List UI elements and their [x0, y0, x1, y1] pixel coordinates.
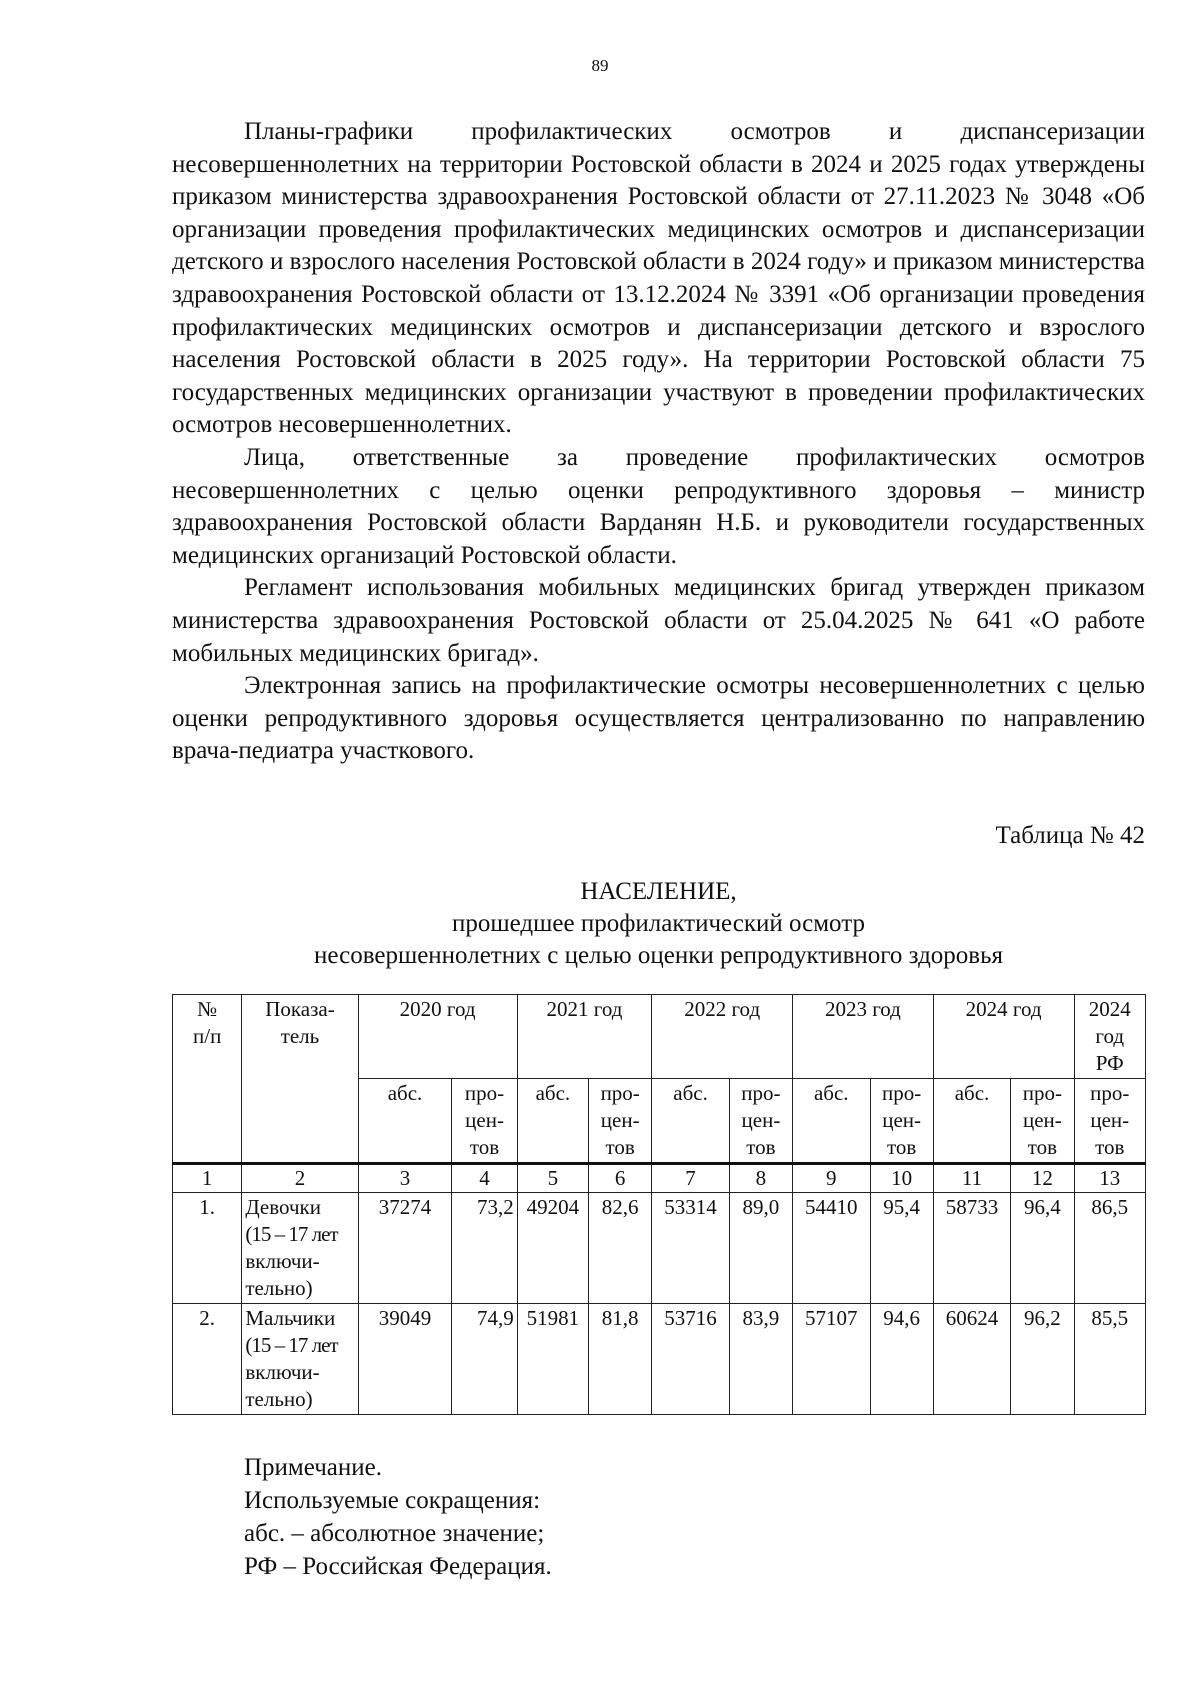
cell-abs-2024: 58733: [933, 1193, 1011, 1304]
header-num-line1: №: [197, 997, 218, 1021]
header-abs: абс.: [517, 1079, 588, 1164]
note-abbr-rf: РФ – Российская Федерация.: [244, 1553, 552, 1580]
paragraph-regulation: Регламент использования мобильных медицинских бригад утвержден приказом министерства здравоохранения Ростовской области от 25.04.2025 № 641 «О работе мобильных медицинских бригад».: [172, 574, 1145, 667]
cell-abs-2020: 39049: [358, 1304, 452, 1415]
header-year-2020: 2020 год: [358, 995, 517, 1079]
cell-pct-2022: 83,9: [729, 1304, 792, 1415]
column-number: 8: [729, 1164, 792, 1193]
column-number: 9: [793, 1164, 871, 1193]
header-pct: про- цен- тов: [729, 1079, 792, 1164]
paragraph-registration: Электронная запись на профилактические осмотры несовершеннолетних с целью оценки репродуктивного здоровья осуществляется централизованно по направлению врача-педиатра участкового.: [172, 672, 1145, 765]
paragraph-responsible: Лица, ответственные за проведение профилактических осмотров несовершеннолетних с целью оценки репродуктивного здоровья – министр здравоохранения Ростовской области Варданян Н.Б. и руководители государственных медицинских организаций Ростовской области.: [172, 443, 1145, 569]
table-row-girls: [173, 1193, 1146, 1304]
note-abbr-abs: абс. – абсолютное значение;: [244, 1520, 545, 1547]
column-number: 4: [452, 1164, 517, 1193]
header-abs: абс.: [793, 1079, 871, 1164]
header-indicator-line2: тель: [280, 1024, 320, 1048]
header-row-years: [173, 995, 1146, 1079]
table-label: Таблица № 42: [995, 822, 1145, 849]
cell-abs-2021: 51981: [517, 1304, 588, 1415]
header-pct: про- цен- тов: [1011, 1079, 1074, 1164]
note-title: Примечание.: [244, 1454, 383, 1481]
cell-abs-2023: 57107: [793, 1304, 871, 1415]
header-year-2024: 2024 год: [933, 995, 1074, 1079]
cell-abs-2021: 49204: [517, 1193, 588, 1304]
header-rf-line1: 2024: [1088, 997, 1131, 1021]
cell-pct-2023: 94,6: [870, 1304, 933, 1415]
header-indicator-line1: Показа-: [265, 997, 335, 1021]
cell-abs-2022: 53314: [652, 1193, 730, 1304]
header-pct: про- цен- тов: [870, 1079, 933, 1164]
cell-pct-2024: 96,4: [1011, 1193, 1074, 1304]
column-number: 5: [517, 1164, 588, 1193]
cell-pct-2020: 73,2: [452, 1193, 517, 1304]
header-abs: абс.: [933, 1079, 1011, 1164]
table-title-line3: несовершеннолетних с целью оценки репродуктивного здоровья: [314, 942, 1003, 969]
header-rf-line2: год: [1095, 1024, 1125, 1048]
column-number: 10: [870, 1164, 933, 1193]
header-abs: абс.: [358, 1079, 452, 1164]
header-year-2021: 2021 год: [517, 995, 652, 1079]
table-title: [172, 876, 1145, 972]
cell-pct-2020: 74,9: [452, 1304, 517, 1415]
column-number: 11: [933, 1164, 1011, 1193]
header-num-line2: п/п: [193, 1024, 222, 1048]
cell-abs-2022: 53716: [652, 1304, 730, 1415]
note-subtitle: Используемые сокращения:: [244, 1487, 541, 1514]
header-rf-line3: РФ: [1095, 1051, 1124, 1075]
column-number: 1: [173, 1164, 242, 1193]
cell-pct-2021: 81,8: [589, 1304, 652, 1415]
header-num: [173, 995, 242, 1164]
column-number: 6: [589, 1164, 652, 1193]
column-number: 7: [652, 1164, 730, 1193]
notes: [244, 1451, 552, 1583]
table-title-line1: НАСЕЛЕНИЕ,: [580, 878, 737, 905]
header-indicator: [242, 995, 358, 1164]
page-number: 89: [591, 56, 609, 75]
row-indicator: Мальчики (15 – 17 лет включи- тельно): [242, 1304, 358, 1415]
header-pct: про- цен- тов: [1074, 1079, 1146, 1164]
cell-abs-2024: 60624: [933, 1304, 1011, 1415]
row-number: 1.: [173, 1193, 242, 1304]
header-rf-2024: [1074, 995, 1146, 1079]
table-row-boys: [173, 1304, 1146, 1415]
cell-pct-2021: 82,6: [589, 1193, 652, 1304]
cell-pct-2024: 96,2: [1011, 1304, 1074, 1415]
paragraph-schedules: Планы-графики профилактических осмотров и диспансеризации несовершеннолетних на территории Ростовской области в 2024 и 2025 годах утверждены приказом министерства здравоохранения Ростовской области от 27.11.2023 № 3048 «Об организации проведения профилактических медицинских осмотров и диспансеризации детского и взрослого населения Ростовской области в 2024 году» и приказом министерства здравоохранения Ростовской области от 13.12.2024 № 3391 «Об организации проведения профилактических медицинских осмотров и диспансеризации детского и взрослого населения Ростовской области в 2025 году». На территории Ростовской области 75 государственных медицинских организации участвуют в проведении профилактических осмотров несовершеннолетних.: [172, 118, 1145, 439]
cell-pct-rf-2024: 85,5: [1074, 1304, 1146, 1415]
cell-pct-rf-2024: 86,5: [1074, 1193, 1146, 1304]
header-year-2022: 2022 год: [652, 995, 793, 1079]
header-pct: про- цен- тов: [452, 1079, 517, 1164]
cell-abs-2023: 54410: [793, 1193, 871, 1304]
header-abs: абс.: [652, 1079, 730, 1164]
table-title-line2: прошедшее профилактический осмотр: [452, 910, 865, 937]
header-year-2023: 2023 год: [793, 995, 934, 1079]
header-pct: про- цен- тов: [589, 1079, 652, 1164]
cell-pct-2023: 95,4: [870, 1193, 933, 1304]
column-number: 3: [358, 1164, 452, 1193]
population-table: [172, 994, 1146, 1415]
row-number: 2.: [173, 1304, 242, 1415]
cell-abs-2020: 37274: [358, 1193, 452, 1304]
column-number-row: [173, 1164, 1146, 1193]
body-text: [172, 116, 1145, 768]
cell-pct-2022: 89,0: [729, 1193, 792, 1304]
column-number: 12: [1011, 1164, 1074, 1193]
column-number: 2: [242, 1164, 358, 1193]
row-indicator: Девочки (15 – 17 лет включи- тельно): [242, 1193, 358, 1304]
column-number: 13: [1074, 1164, 1146, 1193]
